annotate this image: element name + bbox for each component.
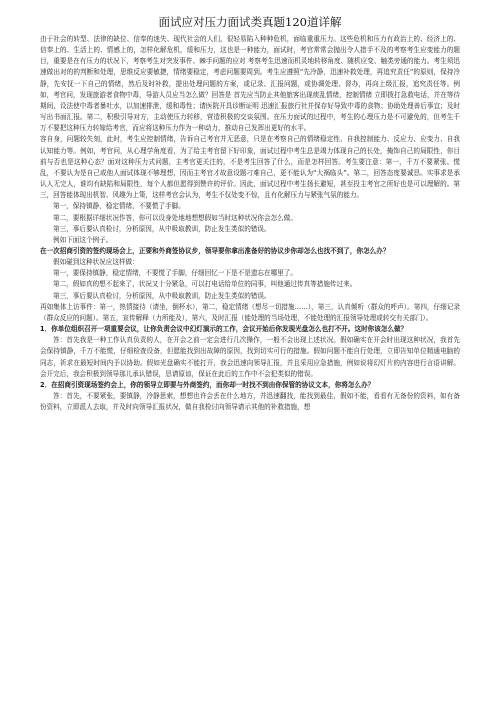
document-title: 面试应对压力面试类真题120道详解 <box>158 15 342 29</box>
paragraph: 第一，保持镇静，稳定情绪，不要慌了手脚。 <box>53 202 185 211</box>
answer-paragraph: 答：首先，不要紧张，要镇静，冷静思索，想想也许会丢在什么地方，并迅速翻找，能找到最佳，假如不能，看看有无备份的资料，如有备份资料，立即派人去取，并及时向领导汇报状况，做自我检讨向领导请示其他的补救措施，想 <box>40 392 460 412</box>
question-heading: 1．你单位组织召开一项重要会议，让你负责会议中幻灯演示的工作，会议开始后你发现光盘怎么也打不开。这时你该怎么做？ <box>40 325 408 334</box>
question-heading: 在一次招商引资的签约现场会上，正要和外商签协议步，领导要你拿出准备好的协议步你却怎么也找不到了，你怎么办？ <box>40 246 390 255</box>
document-body <box>40 34 460 413</box>
paragraph: 第三，事后要认真检讨，分析原因，从中吸取教训，防止发生类似的错误。 <box>53 224 271 233</box>
paragraph: 由于社会的转型、法律的缺位、信奉的迷失、现代社会的人们，很轻易陷入种种危机，面临重重压力。这些危机和压力有政治上的、经济上的、信奉上的、生活上的、情感上的，怎样化解危机，缓和压力，这也是一种能力，面试时，考官常常会抛出令人措手不及的考察考生应变能力的题目，重要是在有压力的状况下，考察考生对突发事件、棘手问题的应对 考察考生迅速而机灵地转移角度、随机应变、触类旁通的能力。考生须迅速做出对的的判断和处理，思维反应要敏捷，情绪要稳定，考虑问题要周到。考生应遵照“先冷静，迅速补救处理，再追究责任”的原则，保持冷静，先安抚一下自己的情绪，然后及时补救，提出处理问题的方案，或记录、汇报问题，或协调处理、督办，再向上级汇报，追究责任等。例如，考官问，发现旅游者食物中毒，导游人员应当怎么做？回答是 首先应当防止其他旅客出现痰乱情绪，控制情绪 立即拨打急救电话，并在等待期间，设法使中毒者暴吐水，以加速排泄，缓和毒性；请医院开具诊断证明 迅速汇报旅行社并保存好导致中毒的食物；协助处理善后事宜；及时写出书面汇报。第二，积极引导对方，主动使压力转移，营造积极的交谈氛围。在压力面试的过程中，考生的心理压力是不可避免的，但考生千万不要把这种压力转嫁给考官，而应将这种压力作为一种动力，推动自己发挥出更好的水平。 <box>40 35 460 133</box>
paragraph: 第一，要保持镇静，稳定情绪，不要慌了手脚，仔细回忆一下是不是遗忘在哪里了。 <box>53 269 297 278</box>
paragraph: 假如碰到这种状况应这样做： <box>53 258 139 267</box>
paragraph: 第三，事后要认真检讨，分析原因，从中吸取教训，防止发生类似的错误。 <box>53 291 271 300</box>
paragraph: 容自身，问题较失刻，此时，考生应控制情绪，告诉自己考官并无恶意，只是在考察自己的情绪稳定性、自我控制能力、反应力、应变力、自我认知能力等。例如，考官问，从心理学角度看，为了给主考官留下好印象，面试过程中考生总是竭力体现自己的长处，掩饰自己的局限性，你目前与否也是这种心态？面对这种压力式问题，主考官更关注的，不是考生回答了什么，而是怎样回答。考生要注意：第一，千万不要紧张、慌乱，不要认为是自己或他人面试体现不够理想，因而主考官才故意设题刁难自己，更不能认为“大祸临头”。第二，回答态度要诚恳。实事求是承认人无完人，谁均有缺陷和局限性，每个人都但愿得到赞许的评价。因此，面试过程中考生扬长避短，甚至投主考官之所好也是可以理解的。第三，回答能体现出机智、风趣为上策，这样考官会认为，考生不仅处变不惊，且有化解压力与紧张气氛的能力。 <box>40 135 460 200</box>
paragraph: 第二，要根据详细状况作答，你可以设身处地地想想假如当时这种状况你会怎么做。 <box>53 213 297 222</box>
answer-paragraph: 答：首先我是一种工作认真负责的人，在开会之前一定会进行几次操作，一般不会出现上述状况。假如确实在开会时出现这种状况，我首先会保持镇静，千万不能慌，仔细检查设备，但愿能找到出故障的原因，找到切实可行的措施。假如问题不能自行处理，立即告知单位精通电脑的同志，祈求在最短时间内予以协助。假如光盘确实不能打开，我会迅速向领导汇报，并且采用应急措施，例如说将幻灯片的内容进行言语讲解。会开完后，我会积极到领导那儿承认错误，恳请原谅，保证在此后的工作中不会犯类似的错误。 <box>40 336 460 378</box>
paragraph: 再如集体上访事件：第一，热情接待（请坐，倒杯水），第二，稳定情绪（想尽一切措施……），第三，认真倾听（群众的呼声）。第四，仔细记录（群众反应的问题）。第五，宣传解释（力所能及），第六，及时汇报（能处理的当场处理，不能处理的汇报领导处理或转交有关部门）。 <box>40 302 460 322</box>
paragraph: 例如下面这个例子。 <box>53 235 113 244</box>
paragraph: 第二，假如真的想不起来了，状况又十分紧急，可以打电话给单位的同事，叫他通过传真等措施传过来。 <box>53 280 357 289</box>
question-heading: 2．在招商引资现场签约会上，你的领导立即要与外商签约，而你却一时找不到由你保管的协议文本，你将怎么办？ <box>40 380 375 389</box>
